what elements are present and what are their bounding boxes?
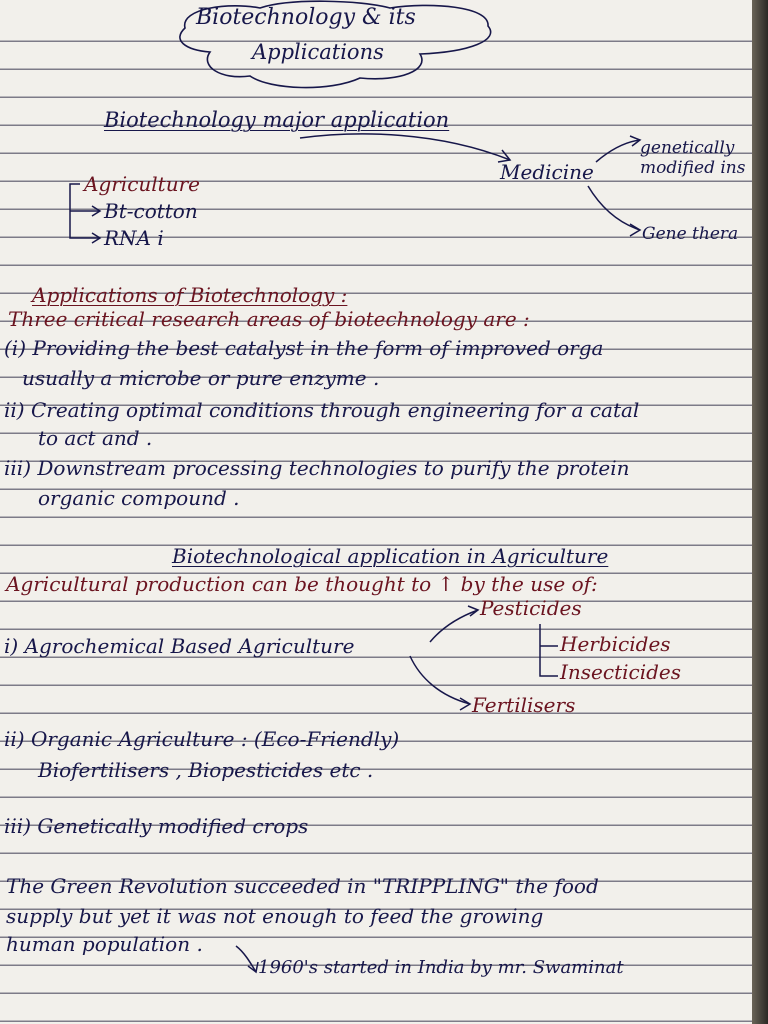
herbicides-label: Herbicides [560,632,671,656]
agriculture-section-intro: Agricultural production can be thought to ↑ by the use of: [6,572,598,596]
arrow-heading-to-medicine [300,134,510,160]
agriculture-section-heading: Biotechnological application in Agriculture [172,544,609,568]
agriculture-label: Agriculture [84,172,200,196]
application-point-3-line2: organic compound . [38,486,240,510]
major-application-heading: Biotechnology major application [104,108,450,132]
arrow-medicine-to-gm [596,140,640,162]
medicine-item-gm-insulin-line: genetically modified ins [640,138,746,178]
pesticides-label: Pesticides [480,596,582,620]
agriculture-item-rnai: RNA i [104,226,164,250]
application-point-2-line1: ii) Creating optimal conditions through engineering for a catal [4,398,640,422]
fertilisers-label: Fertilisers [472,693,576,717]
applications-intro: Three critical research areas of biotechnology are : [8,307,530,331]
applications-heading: Applications of Biotechnology : [32,283,348,307]
green-revolution-line1: The Green Revolution succeeded in "TRIPPLING" the food [6,874,599,898]
application-point-1-line1: (i) Providing the best catalyst in the form of improved orga [4,336,604,360]
agrochemical-item: i) Agrochemical Based Agriculture [4,634,355,658]
medicine-item-gene-therapy: Gene thera [642,224,739,244]
application-point-2-line2: to act and . [38,426,153,450]
arrow-to-fertilisers [410,656,470,704]
gm-crops-item: iii) Genetically modified crops [4,814,309,838]
arrow-to-note [236,946,256,972]
insecticides-label: Insecticides [560,660,682,684]
agriculture-item-bt-cotton: Bt-cotton [104,199,198,223]
medicine-label: Medicine [500,160,594,184]
organic-agriculture-detail: Biofertilisers , Biopesticides etc . [38,758,374,782]
application-point-1-line2: usually a microbe or pure enzyme . [22,366,380,390]
organic-agriculture-item: ii) Organic Agriculture : (Eco-Friendly) [4,727,400,751]
bracket-pesticides [540,624,558,676]
arrow-medicine-to-gene-therapy [588,186,640,230]
application-point-3-line1: iii) Downstream processing technologies to purify the protein [4,456,630,480]
notebook-binding-edge [752,0,768,1024]
green-revolution-line2: supply but yet it was not enough to feed the growing [6,904,544,928]
title-line2: Applications [252,40,384,64]
green-revolution-line3: human population . [6,932,203,956]
title-line1: Biotechnology & its [196,5,416,30]
green-revolution-note: 1960's started in India by mr. Swaminat [258,957,624,978]
